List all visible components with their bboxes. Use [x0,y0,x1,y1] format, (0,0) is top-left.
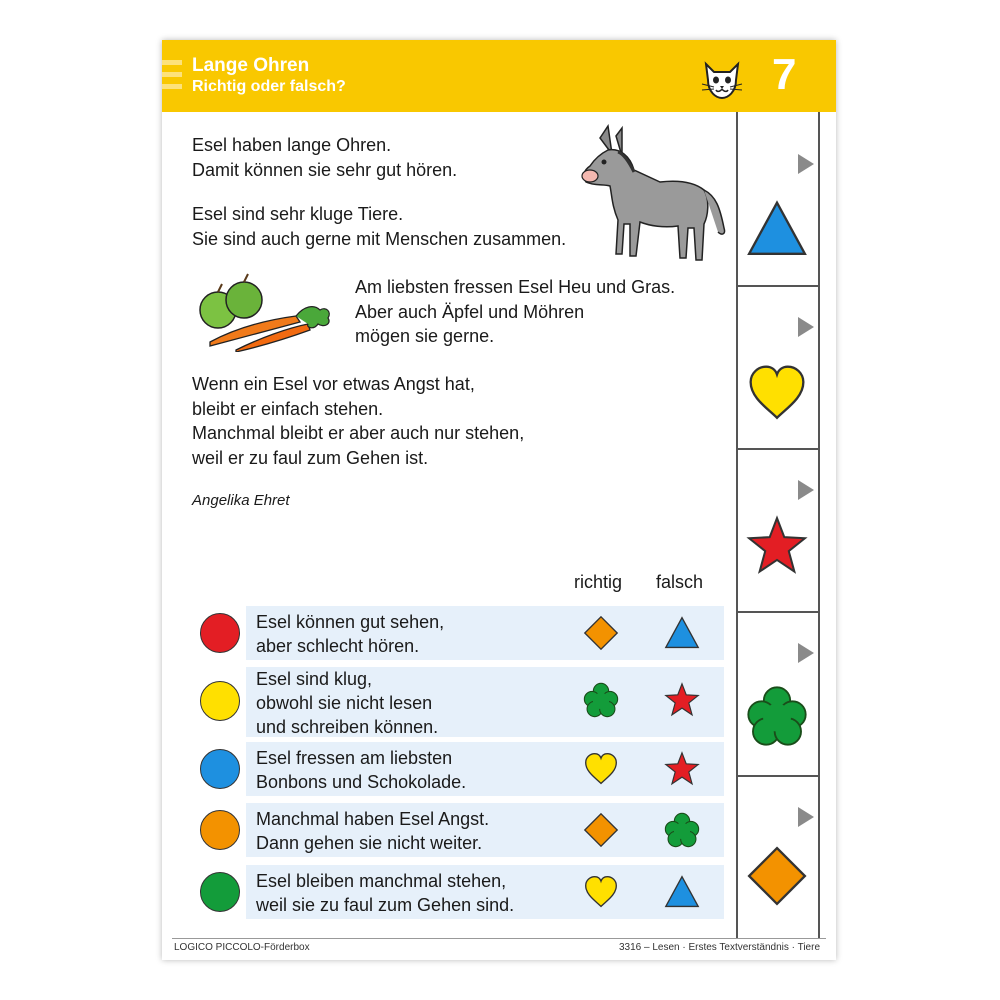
text-line: Dann gehen sie nicht weiter. [256,833,483,853]
blue-dot-icon [200,749,240,789]
text-line: Esel fressen am liebsten [256,748,453,768]
text-line: Esel bleiben manchmal stehen, [256,871,507,891]
arrow-right-icon [796,152,816,176]
card-header [162,40,836,112]
story-paragraph-4 [192,372,524,470]
donkey-illustration [578,124,730,268]
text-line: Manchmal haben Esel Angst. [256,809,490,829]
text-line: weil er zu faul zum Gehen ist. [192,447,429,468]
footer-right: 3316 – Lesen · Erstes Textverständnis · Tiere [618,942,820,953]
text-line: Aber auch Äpfel und Möhren [355,301,585,322]
text-line: Sie sind auch gerne mit Menschen zusammen. [192,228,567,249]
text-line: Esel sind klug, [256,669,373,689]
card-number: 7 [772,50,797,99]
cat-logo-icon [698,54,746,102]
question-text [256,746,466,794]
solution-orange-diamond-icon [746,845,808,907]
card-title: Lange Ohren [192,55,310,76]
arrow-right-icon [796,478,816,502]
story-paragraph-3 [355,275,675,349]
story-paragraph-2 [192,202,566,251]
column-header-richtig: richtig [574,572,623,592]
text-line: Esel sind sehr kluge Tiere. [192,204,404,224]
yellow-heart-icon[interactable] [583,751,619,787]
text-line: Manchmal bleibt er aber auch nur stehen, [192,423,525,443]
yellow-dot-icon [200,681,240,721]
green-clover-icon[interactable] [583,682,619,718]
solution-green-clover-icon [746,685,808,747]
question-text [256,610,444,658]
footer-left: LOGICO PICCOLO-Förderbox [174,942,310,953]
exercise-card [162,40,836,960]
arrow-right-icon [796,805,816,829]
text-line: Am liebsten fressen Esel Heu und Gras. [355,277,676,297]
red-star-icon[interactable] [664,682,700,718]
column-header-falsch: falsch [656,572,704,592]
text-line: aber schlecht hören. [256,636,420,656]
strip-divider [738,611,818,613]
solution-red-star-icon [746,515,808,577]
arrow-right-icon [796,641,816,665]
blue-triangle-icon[interactable] [664,874,700,910]
blue-triangle-icon[interactable] [664,615,700,651]
text-line: obwohl sie nicht lesen [256,693,433,713]
strip-divider [738,285,818,287]
text-line: Esel haben lange Ohren. [192,135,392,155]
question-text [256,807,489,855]
strip-divider [738,448,818,450]
question-text [256,667,438,739]
green-clover-icon[interactable] [664,812,700,848]
green-dot-icon [200,872,240,912]
solution-blue-triangle-icon [746,198,808,260]
story-paragraph-1 [192,133,457,182]
header-stripe [162,84,182,89]
author: Angelika Ehret [192,492,290,509]
text-line: mögen sie gerne. [355,326,495,346]
red-dot-icon [200,613,240,653]
strip-divider [818,112,820,938]
text-line: Wenn ein Esel vor etwas Angst hat, [192,374,475,394]
text-line: bleibt er einfach stehen. [192,398,384,419]
arrow-right-icon [796,315,816,339]
card-subtitle: Richtig oder falsch? [192,78,346,95]
text-line: Bonbons und Schokolade. [256,772,467,792]
text-line: weil sie zu faul zum Gehen sind. [256,895,515,915]
yellow-heart-icon[interactable] [583,874,619,910]
solution-yellow-heart-icon [746,362,808,424]
footer-rule [172,938,826,939]
orange-diamond-icon[interactable] [583,615,619,651]
strip-divider [736,112,738,938]
orange-dot-icon [200,810,240,850]
orange-diamond-icon[interactable] [583,812,619,848]
apples-carrots-illustration [196,270,334,352]
strip-divider [738,775,818,777]
text-line: Esel können gut sehen, [256,612,445,632]
header-stripe [162,60,182,65]
question-text [256,869,514,917]
header-stripe [162,72,182,77]
text-line: und schreiben können. [256,717,439,737]
text-line: Damit können sie sehr gut hören. [192,159,458,180]
red-star-icon[interactable] [664,751,700,787]
